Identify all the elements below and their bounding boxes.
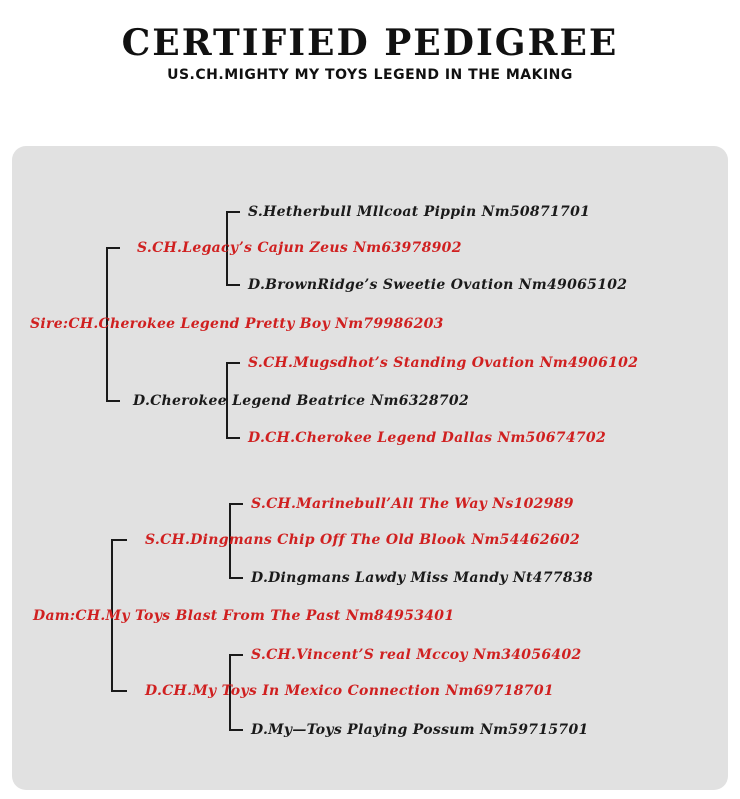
page-title: CERTIFIED PEDIGREE: [121, 22, 619, 64]
pedigree-entry-dd-sire: S.CH.Vincent’S real Mccoy Nm34056402: [251, 647, 582, 663]
pedigree-entry-dam-sire: S.CH.Dingmans Chip Off The Old Blook Nm54462602: [145, 532, 580, 548]
pedigree-entry-sire-sire: S.CH.Legacy’s Cajun Zeus Nm63978902: [137, 240, 462, 256]
pedigree-entry-dam-dam: D.CH.My Toys In Mexico Connection Nm69718701: [145, 683, 554, 699]
pedigree-entry-ds-sire: S.CH.Marinebull’All The Way Ns102989: [251, 496, 574, 512]
pedigree-entry-dam: Dam:CH.My Toys Blast From The Past Nm84953401: [33, 608, 455, 624]
pedigree-entry-ss-dam: D.BrownRidge’s Sweetie Ovation Nm49065102: [248, 277, 628, 293]
pedigree-entry-sire-dam: D.Cherokee Legend Beatrice Nm6328702: [133, 393, 470, 409]
pedigree-entry-sire: Sire:CH.Cherokee Legend Pretty Boy Nm79986203: [30, 316, 444, 332]
pedigree-entry-sd-dam: D.CH.Cherokee Legend Dallas Nm50674702: [248, 430, 606, 446]
pedigree-entry-ds-dam: D.Dingmans Lawdy Miss Mandy Nt477838: [251, 570, 594, 586]
pedigree-entry-ss-sire: S.Hetherbull Mllcoat Pippin Nm50871701: [248, 204, 591, 220]
dog-name-subtitle: US.CH.MIGHTY MY TOYS LEGEND IN THE MAKING: [167, 67, 573, 83]
pedigree-entry-sd-sire: S.CH.Mugsdhot’s Standing Ovation Nm4906102: [248, 355, 639, 371]
pedigree-entry-dd-dam: D.My—Toys Playing Possum Nm59715701: [251, 722, 589, 738]
